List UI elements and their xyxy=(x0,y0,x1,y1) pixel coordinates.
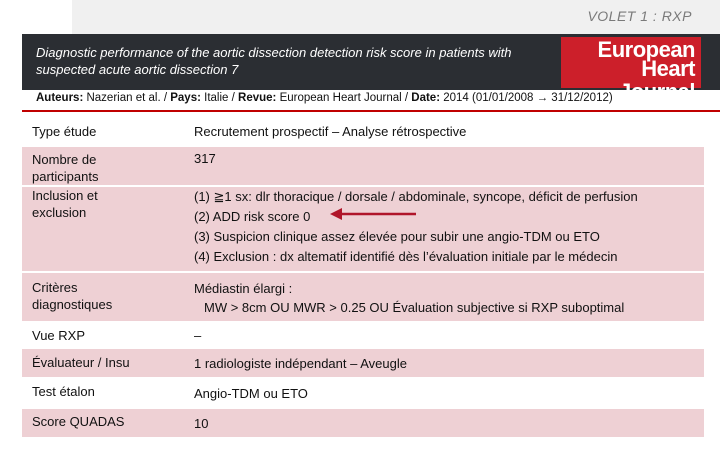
volet-label: VOLET 1 : RXP xyxy=(587,8,692,24)
date-value: 2014 (01/01/2008 → 31/12/2012) xyxy=(443,92,613,104)
pays-value: Italie xyxy=(204,92,229,104)
journal-logo-line1: European xyxy=(597,37,695,62)
inclusion-label-1: Inclusion et xyxy=(32,188,98,203)
vue-value: – xyxy=(194,328,202,343)
journal-logo xyxy=(561,37,701,104)
table-row xyxy=(22,272,704,322)
metadata-line: Auteurs: Nazerian et al. / Pays: Italie / Revue: European Heart Journal / Date: 2014 (01/01/2008 → 31/12/2012) xyxy=(36,92,613,104)
criteres-label-1: Critères xyxy=(32,280,78,295)
table-row xyxy=(22,146,704,186)
left-arrow-icon xyxy=(330,207,418,221)
list-item: (3) Suspicion clinique assez élevée pour subir une angio-TDM ou ETO xyxy=(194,229,600,244)
criteres-value-1: Médiastin élargi : xyxy=(194,281,293,296)
criteres-value-2: MW > 8cm OU MWR > 0.25 OU Évaluation subjective si RXP suboptimal xyxy=(204,300,625,315)
inclusion-label-2: exclusion xyxy=(32,205,87,220)
evaluateur-value: 1 radiologiste indépendant – Aveugle xyxy=(194,356,407,371)
vue-label: Vue RXP xyxy=(32,328,85,343)
table-row xyxy=(22,408,704,438)
type-etude-value: Recrutement prospectif – Analyse rétrospective xyxy=(194,124,467,139)
list-item: (2) ADD risk score 0 xyxy=(194,209,311,224)
participants-label-2: participants xyxy=(32,169,99,184)
etalon-label: Test étalon xyxy=(32,384,95,399)
table-row xyxy=(22,348,704,378)
inclusion-list xyxy=(194,187,704,267)
study-table xyxy=(22,116,704,439)
revue-value: European Heart Journal xyxy=(279,92,402,104)
article-title: Diagnostic performance of the aortic dissection detection risk score in patients with suspected acute aortic dissection 7 xyxy=(36,45,512,77)
participants-value: 317 xyxy=(194,151,216,166)
table-row xyxy=(22,186,704,272)
table-row xyxy=(22,322,704,348)
type-etude-label: Type étude xyxy=(32,124,97,139)
criteres-label-2: diagnostiques xyxy=(32,297,113,312)
list-item: (4) Exclusion : dx altematif identifié dès l’évaluation initiale par le médecin xyxy=(194,249,618,264)
journal-logo-line2: Heart Journal xyxy=(619,56,695,104)
date-label: Date: xyxy=(411,92,441,104)
list-item: (1) ≧1 sx: dlr thoracique / dorsale / abdominale, syncope, déficit de perfusion xyxy=(194,189,638,204)
evaluateur-label: Évaluateur / Insu xyxy=(32,355,130,370)
revue-label: Revue: xyxy=(238,92,277,104)
etalon-value: Angio-TDM ou ETO xyxy=(194,386,308,401)
auteurs-value: Nazerian et al. xyxy=(86,92,161,104)
participants-label-1: Nombre de xyxy=(32,152,97,167)
divider-line xyxy=(22,110,720,112)
quadas-label: Score QUADAS xyxy=(32,414,125,429)
auteurs-label: Auteurs: xyxy=(36,92,84,104)
table-row xyxy=(22,116,704,146)
table-row xyxy=(22,378,704,408)
pays-label: Pays: xyxy=(170,92,201,104)
quadas-value: 10 xyxy=(194,416,209,431)
